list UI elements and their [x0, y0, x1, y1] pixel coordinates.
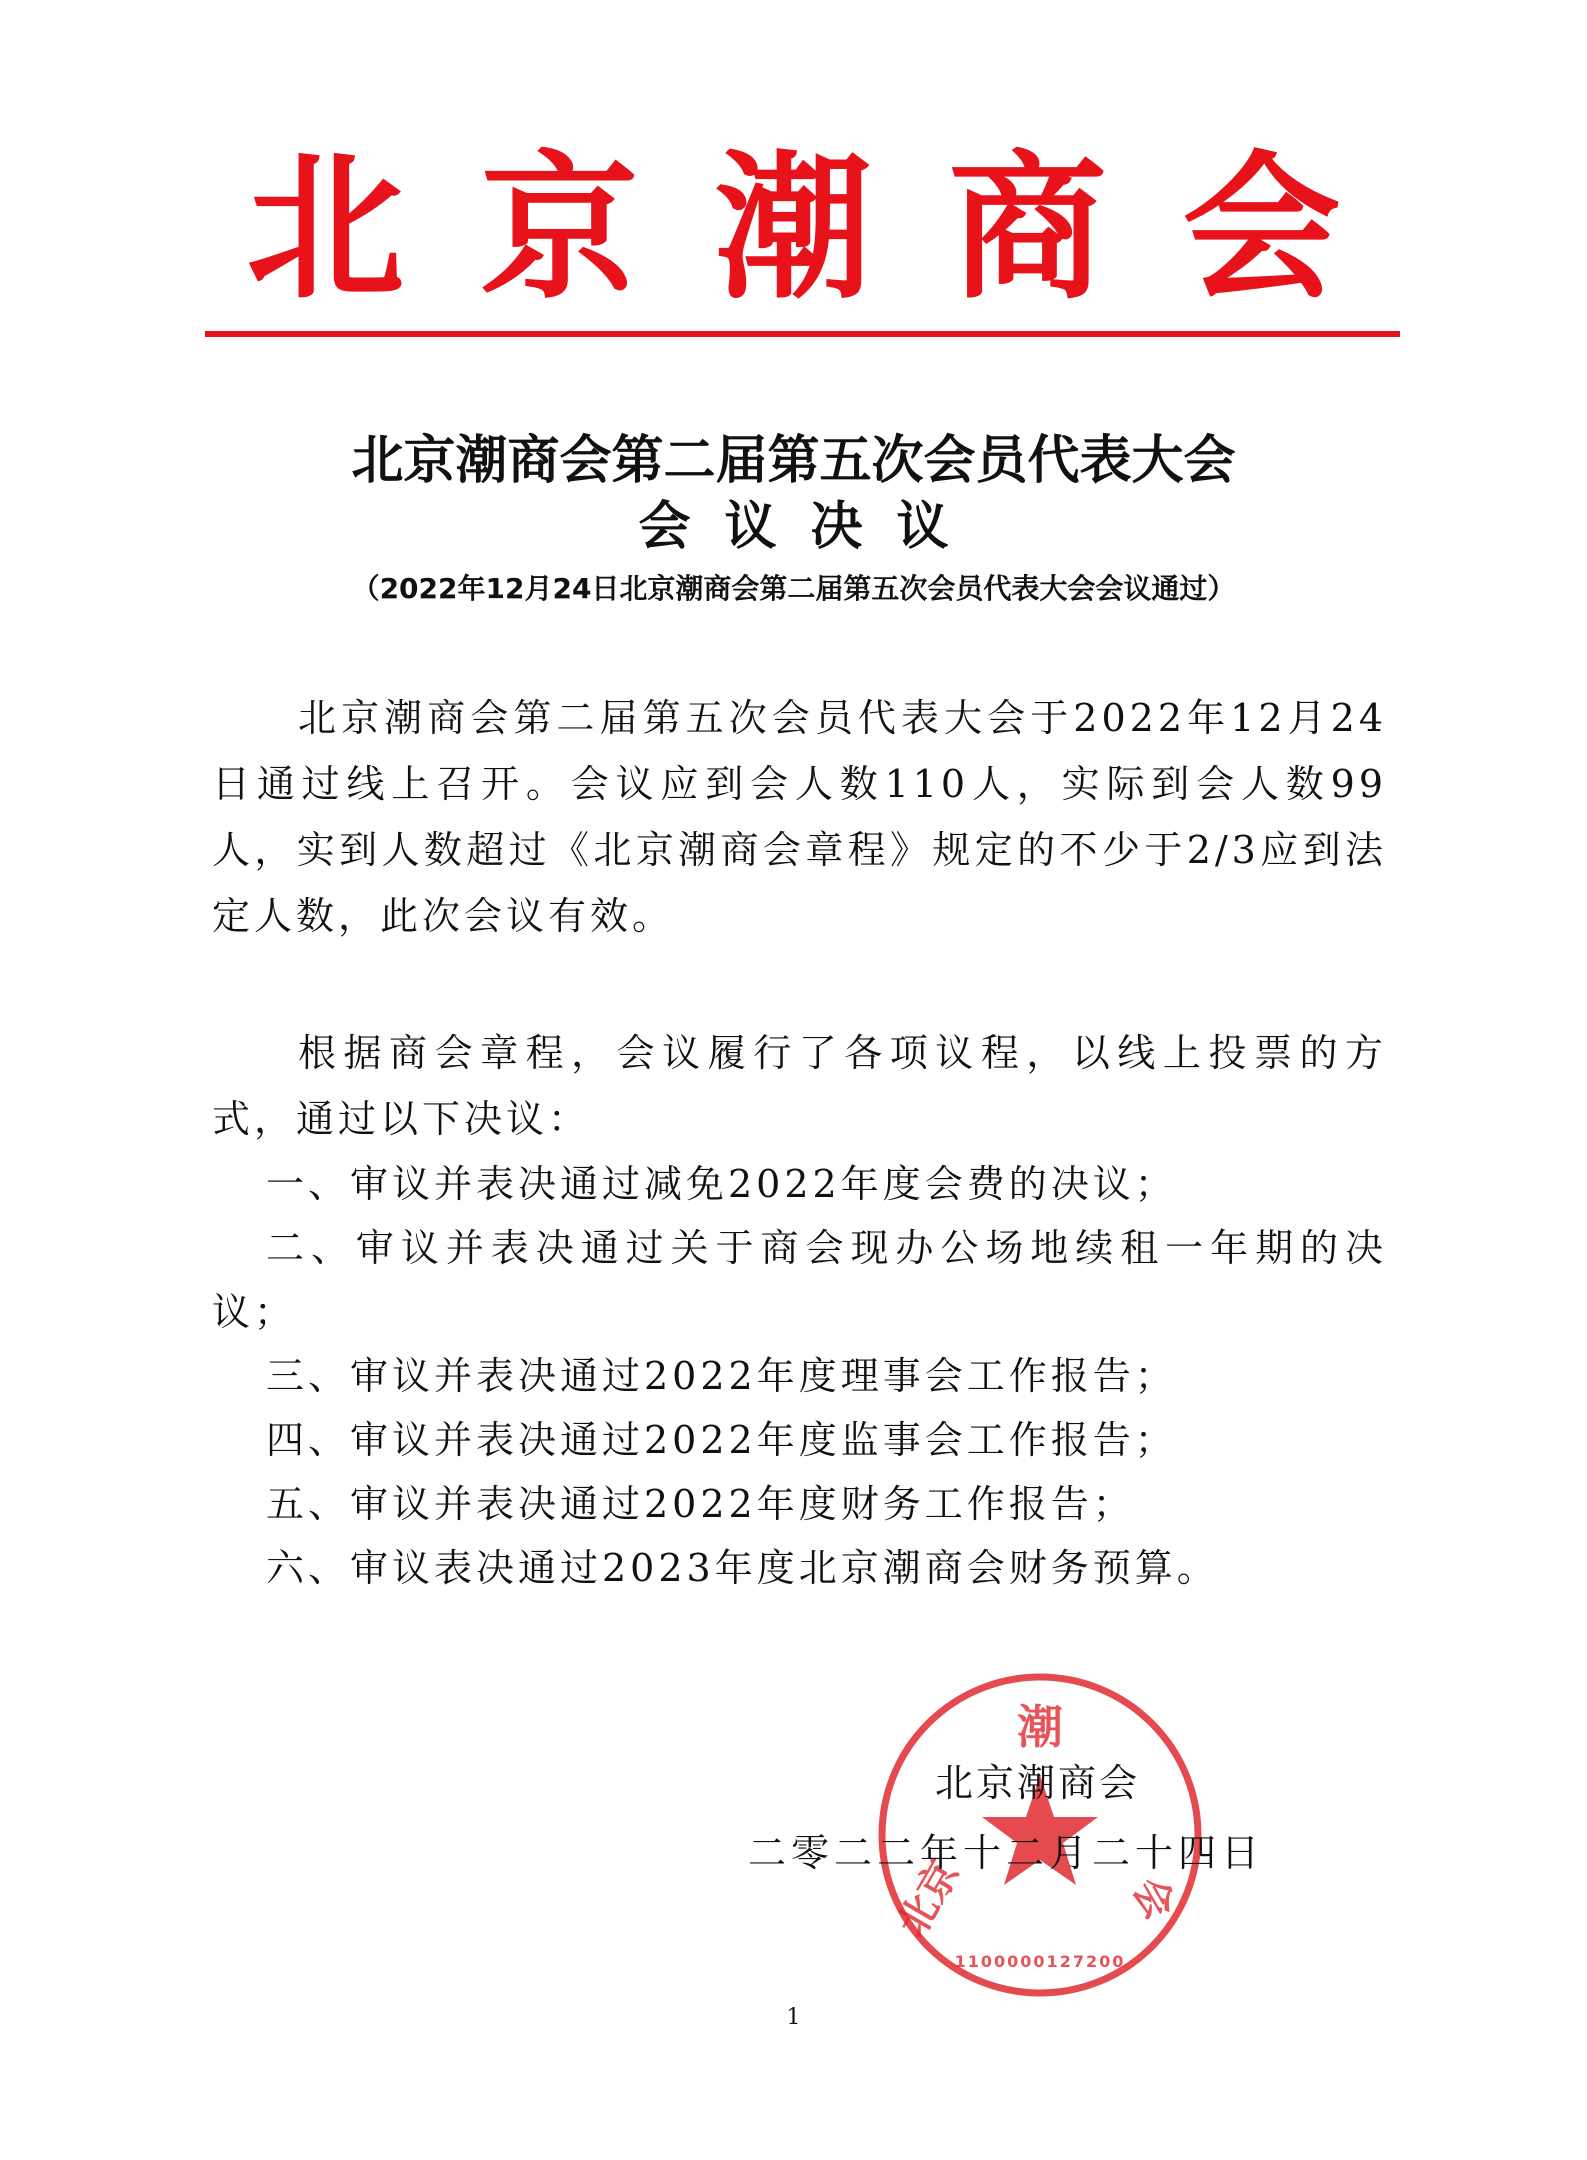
document-title-line2: 会议决议 [638, 497, 983, 557]
stamp-center-char: 潮 [1017, 1700, 1063, 1754]
document-title: 北京潮商会第二届第五次会员代表大会 [351, 431, 1236, 491]
resolution-item: 六、审议表决通过2023年度北京潮商会财务预算。 [266, 1546, 1219, 1590]
signature-org: 北京潮商会 [934, 1761, 1140, 1805]
resolution-item: 四、审议并表决通过2022年度监事会工作报告； [266, 1418, 1177, 1462]
signature-date: 二零二二年十二月二十四日 [747, 1831, 1264, 1875]
stamp-serial: 1100000127200 [954, 1952, 1126, 1971]
resolution-item: 二、审议并表决通过关于商会现办公场地续租一年期的决议； [212, 1226, 1387, 1334]
letterhead-divider [205, 331, 1400, 337]
resolution-item: 三、审议并表决通过2022年度理事会工作报告； [266, 1354, 1177, 1398]
stamp-right-text: 会 [1123, 1869, 1184, 1928]
resolution-item: 一、审议并表决通过减免2022年度会费的决议； [266, 1162, 1177, 1206]
document-subtitle: （2022年12月24日北京潮商会第二届第五次会员代表大会会议通过） [351, 572, 1236, 605]
resolution-item: 五、审议并表决通过2022年度财务工作报告； [266, 1482, 1135, 1526]
stamp-left-text: 北京 [888, 1852, 969, 1945]
paragraph-resolution-intro: 根据商会章程，会议履行了各项议程，以线上投票的方式，通过以下决议： [212, 1031, 1387, 1141]
letterhead-org-name: 北京潮商会 [246, 135, 1417, 321]
page-number: 1 [786, 2005, 801, 2030]
paragraph-meeting-info: 北京潮商会第二届第五次会员代表大会于2022年12月24日通过线上召开。会议应到会人数110人，实际到会人数99人，实到人数超过《北京潮商会章程》规定的不少于2/3应到法定人数，此次会议有效。 [212, 696, 1387, 938]
resolution-list [212, 1152, 1387, 1600]
